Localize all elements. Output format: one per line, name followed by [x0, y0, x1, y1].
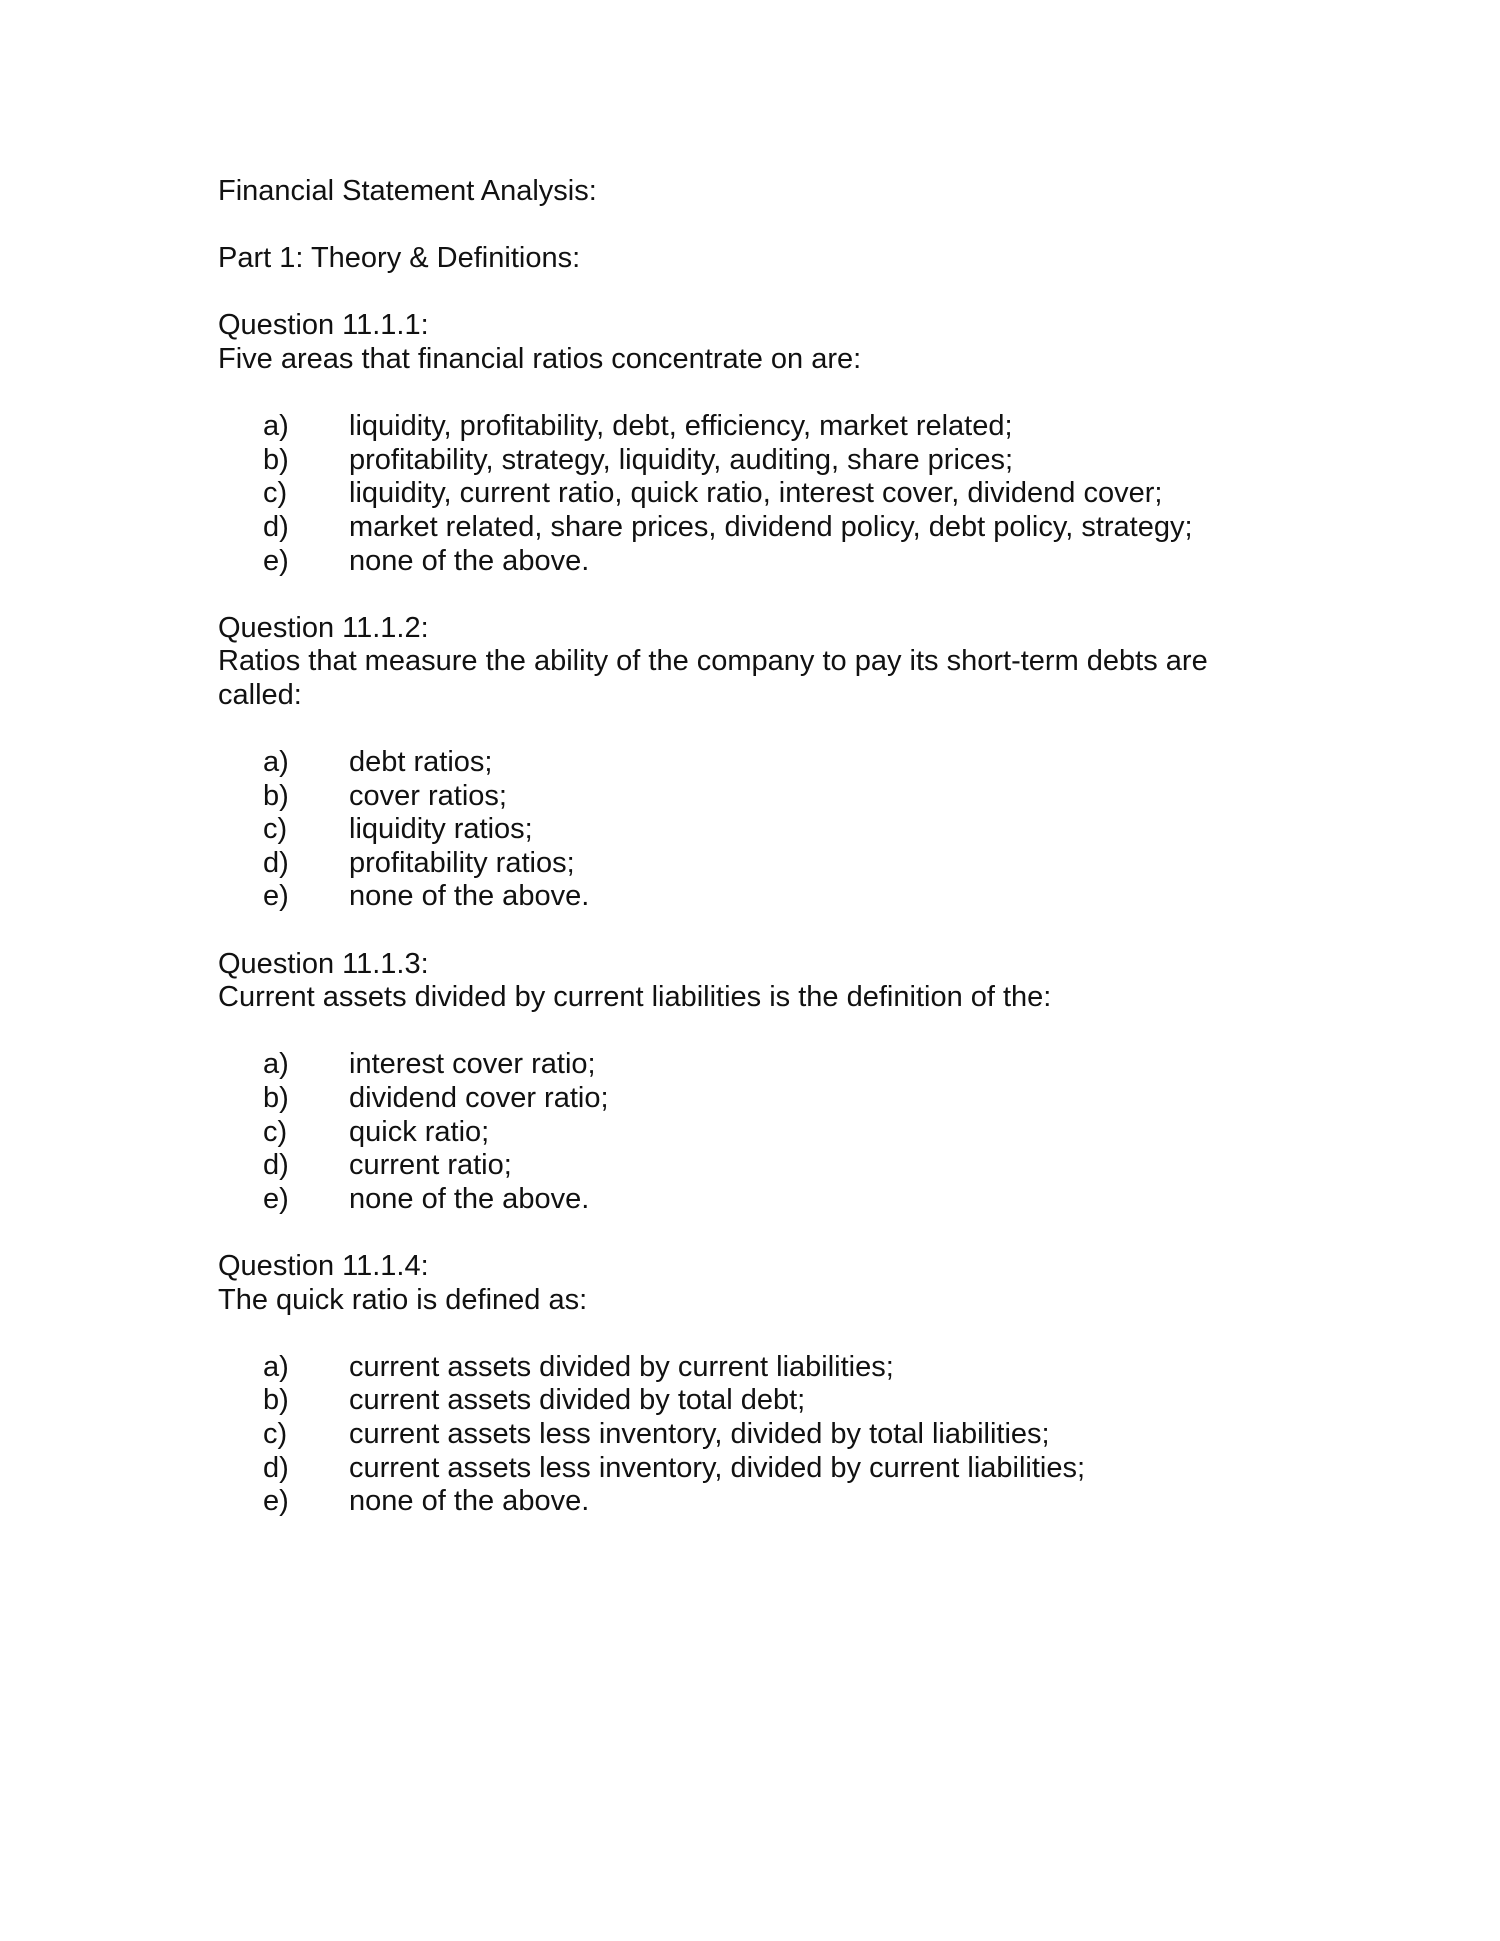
answer-option	[218, 1149, 1368, 1183]
answer-option	[218, 880, 1368, 914]
answer-option	[218, 1384, 1368, 1418]
option-text: dividend cover ratio;	[349, 1082, 609, 1115]
answer-option	[218, 1048, 1368, 1082]
option-text: none of the above.	[349, 1182, 590, 1215]
option-text: current assets divided by current liabilities;	[349, 1350, 894, 1383]
option-label: a)	[263, 1350, 289, 1383]
option-text: current assets less inventory, divided by current liabilities;	[349, 1451, 1086, 1484]
option-label: d)	[263, 1149, 289, 1182]
option-text: cover ratios;	[349, 779, 507, 812]
option-text: profitability, strategy, liquidity, auditing, share prices;	[349, 443, 1014, 476]
answer-option	[218, 477, 1368, 511]
answer-option	[218, 1485, 1368, 1519]
answer-option	[218, 1351, 1368, 1385]
option-label: e)	[263, 1485, 289, 1518]
option-text: none of the above.	[349, 880, 590, 913]
part-heading: Part 1: Theory & Definitions:	[218, 242, 581, 275]
option-text: none of the above.	[349, 1485, 590, 1518]
question-stem: Ratios that measure the ability of the company to pay its short-term debts are	[218, 645, 1208, 678]
question-block	[218, 612, 1368, 948]
question-list	[218, 309, 1368, 1552]
answer-option	[218, 1116, 1368, 1150]
question-stem: Five areas that financial ratios concentrate on are:	[218, 342, 862, 375]
answer-option	[218, 511, 1368, 545]
option-text: profitability ratios;	[349, 846, 575, 879]
option-text: market related, share prices, dividend policy, debt policy, strategy;	[349, 510, 1193, 543]
answer-option	[218, 847, 1368, 881]
answer-option	[218, 746, 1368, 780]
question-stem: Current assets divided by current liabilities is the definition of the:	[218, 981, 1052, 1014]
option-label: a)	[263, 410, 289, 443]
option-text: none of the above.	[349, 544, 590, 577]
answer-option	[218, 444, 1368, 478]
answer-option	[218, 1452, 1368, 1486]
option-label: b)	[263, 1082, 289, 1115]
option-label: b)	[263, 779, 289, 812]
option-label: c)	[263, 813, 288, 846]
option-text: interest cover ratio;	[349, 1048, 596, 1081]
option-text: liquidity, current ratio, quick ratio, interest cover, dividend cover;	[349, 477, 1163, 510]
question-stem: called:	[218, 678, 302, 711]
option-text: quick ratio;	[349, 1115, 490, 1148]
document-page	[218, 175, 1368, 1552]
question-block	[218, 309, 1368, 611]
option-label: d)	[263, 510, 289, 543]
option-label: c)	[263, 1417, 288, 1450]
option-label: c)	[263, 477, 288, 510]
question-number: Question 11.1.2:	[218, 611, 429, 644]
question-number: Question 11.1.4:	[218, 1250, 429, 1282]
option-text: current assets less inventory, divided by total liabilities;	[349, 1417, 1050, 1450]
option-label: e)	[263, 544, 289, 577]
option-text: liquidity ratios;	[349, 813, 533, 846]
question-stem: The quick ratio is defined as:	[218, 1283, 588, 1316]
answer-option	[218, 545, 1368, 579]
question-block	[218, 948, 1368, 1250]
option-label: b)	[263, 1384, 289, 1417]
question-block	[218, 1250, 1368, 1552]
answer-option	[218, 1418, 1368, 1452]
option-label: d)	[263, 1451, 289, 1484]
answer-option	[218, 780, 1368, 814]
option-text: liquidity, profitability, debt, efficiency, market related;	[349, 410, 1013, 443]
option-label: a)	[263, 746, 289, 779]
option-label: e)	[263, 1182, 289, 1215]
option-label: b)	[263, 443, 289, 476]
option-text: current ratio;	[349, 1149, 512, 1182]
answer-option	[218, 1183, 1368, 1217]
option-label: e)	[263, 880, 289, 913]
answer-option	[218, 410, 1368, 444]
question-number: Question 11.1.1:	[218, 309, 429, 342]
option-text: debt ratios;	[349, 746, 493, 779]
answer-option	[218, 1082, 1368, 1116]
option-text: current assets divided by total debt;	[349, 1384, 806, 1417]
option-label: d)	[263, 846, 289, 879]
answer-option	[218, 813, 1368, 847]
document-title: Financial Statement Analysis:	[218, 175, 597, 207]
option-label: a)	[263, 1048, 289, 1081]
question-number: Question 11.1.3:	[218, 947, 429, 980]
option-label: c)	[263, 1115, 288, 1148]
